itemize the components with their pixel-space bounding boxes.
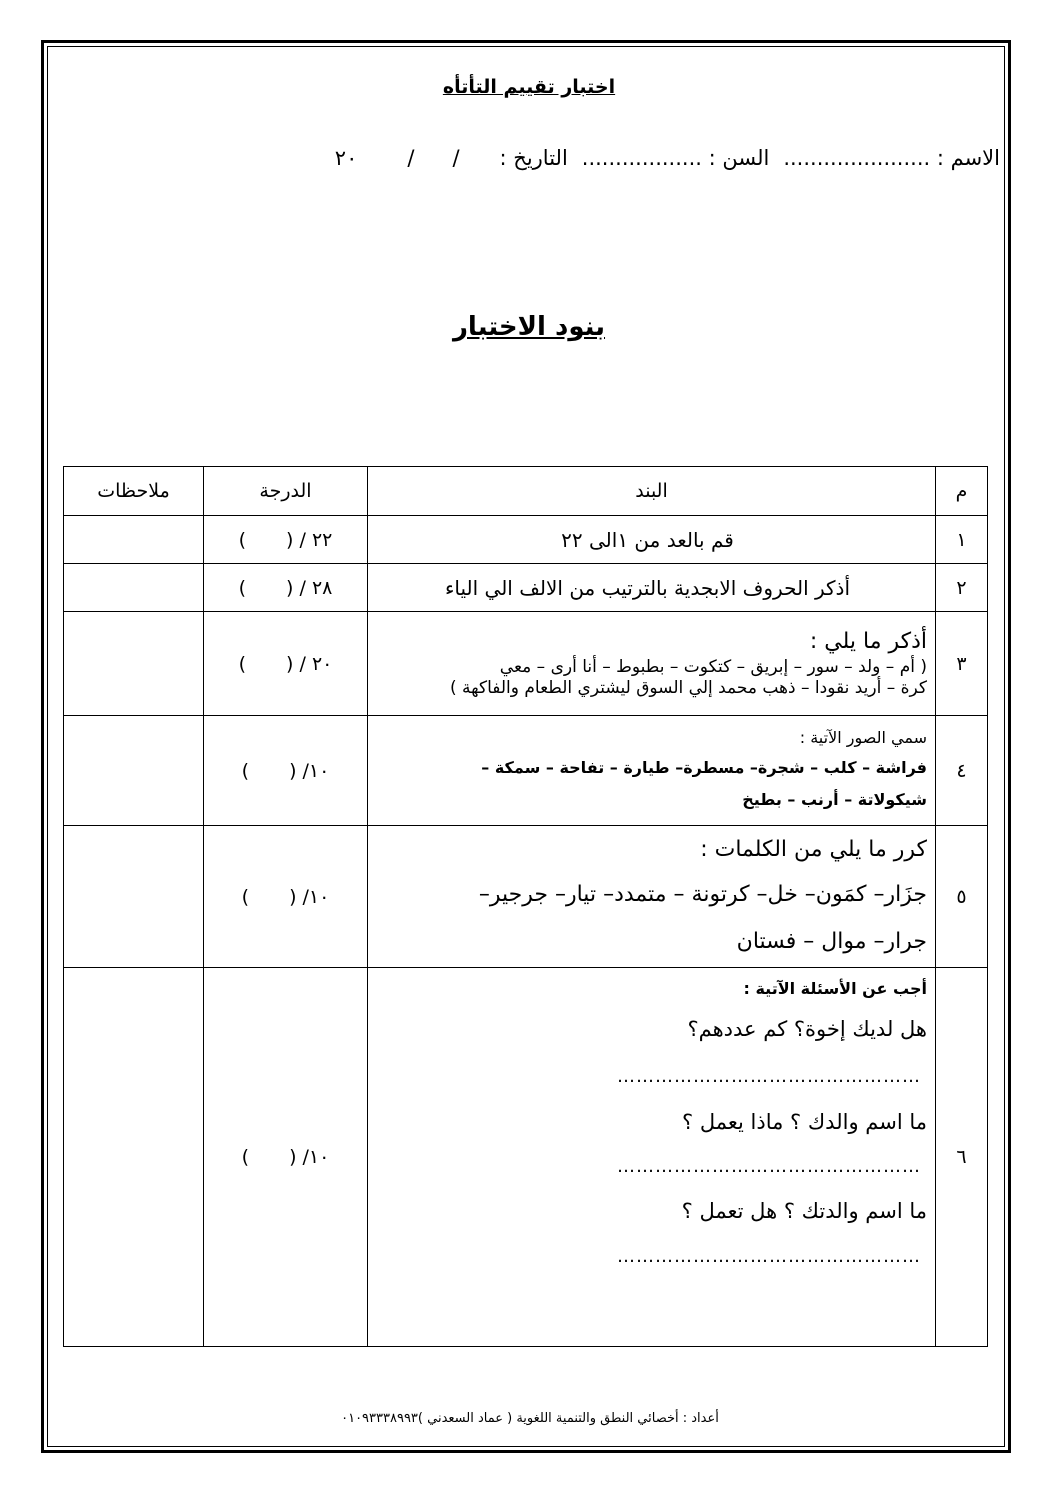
item-line: قم بالعد من ١الى ٢٢ [561,527,734,552]
row-grade [204,826,368,968]
table-row [64,612,988,716]
item-line: أذكر ما يلي : [809,628,927,654]
item-line: سمي الصور الآتية : [799,727,927,747]
date-slash-2: / [407,146,415,170]
row-item [368,612,936,716]
grade-open: ( [238,652,247,675]
row-number: ٢ [936,564,988,612]
grade-close: ) /١٠ [289,885,330,908]
item-line: كرة – أريد نقودا – ذهب محمد إلي السوق ليشتري الطعام والفاكهة ) [449,677,927,698]
item-line: أجب عن الأسئلة الآتية : [743,979,927,998]
table-row [64,716,988,826]
row-item [368,716,936,826]
answer-line[interactable]: ………………………………………… [617,1245,921,1267]
grade-open: ( [241,759,250,782]
row-grade [204,968,368,1347]
grade-close: ) / ٢٢ [286,528,333,551]
row-grade [204,564,368,612]
grade-open: ( [241,885,250,908]
row-grade [204,716,368,826]
table-header-row [64,467,988,516]
grade-open: ( [241,1146,250,1168]
row-number: ٣ [936,612,988,716]
date-slash-1: / [452,146,460,170]
row-notes [64,564,204,612]
item-line: ما اسم والدك ؟ ماذا يعمل ؟ [682,1109,927,1134]
grade-close: ) /١٠ [289,759,330,782]
row-grade [204,516,368,564]
grade-close: ) / ٢٠ [286,652,333,675]
section-title: بنود الاختبار [452,312,606,342]
table-row [64,564,988,612]
student-info-line [120,146,1000,170]
answer-line[interactable]: ………………………………………… [617,1066,921,1088]
test-items-table [63,466,988,1347]
table-row [64,826,988,968]
date-label: التاريخ : [499,146,568,170]
item-line: كرر ما يلي من الكلمات : [700,837,927,863]
row-notes [64,826,204,968]
row-notes [64,716,204,826]
row-item [368,516,936,564]
row-notes [64,612,204,716]
row-item [368,826,936,968]
item-line: هل لديك إخوة؟ كم عددهم؟ [687,1016,927,1041]
header-num: م [936,467,988,516]
footer-credit: أعداد : أخصائي النطق والتنمية اللغوية ( عماد السعدني )٠١٠٩٣٣٣٨٩٩٣ [341,1411,719,1426]
row-notes [64,516,204,564]
row-item [368,564,936,612]
age-field: السن : .................. [581,146,770,170]
grade-close: ) / ٢٨ [286,576,333,599]
header-notes: ملاحظات [64,467,204,516]
row-number: ٥ [936,826,988,968]
item-line: شيكولاتة – أرنب – بطيخ [742,790,927,810]
grade-open: ( [238,528,247,551]
item-line: أذكر الحروف الابجدية بالترتيب من الالف الي الياء [445,575,850,600]
year-prefix: ٢٠ [334,146,358,170]
row-number: ٦ [936,968,988,1347]
table-row [64,516,988,564]
page-title: اختبار تقييم التأتأه [442,76,616,98]
row-item [368,968,936,1347]
row-number: ٤ [936,716,988,826]
item-line: فراشة – كلب – شجرة– مسطرة– طيارة – تفاحة – سمكة – [481,757,927,777]
item-line: جزَار– كمَون– خل– كرتونة – متمدد– تيار– جرجير– [478,882,927,908]
header-grade: الدرجة [204,467,368,516]
table-row [64,968,988,1347]
row-notes [64,968,204,1347]
item-line: جرار– موال – فستان [736,928,927,954]
grade-open: ( [238,576,247,599]
name-field: الاسم : ...................... [783,146,1000,170]
item-line: ( أم – ولد – سور – إبريق – كتكوت – بطبوط – أنا أرى – معي [499,656,927,677]
item-line: ما اسم والدتك ؟ هل تعمل ؟ [681,1199,927,1224]
answer-line[interactable]: ………………………………………… [617,1155,921,1177]
header-item: البند [368,467,936,516]
row-grade [204,612,368,716]
row-number: ١ [936,516,988,564]
grade-close: ) /١٠ [289,1146,330,1168]
